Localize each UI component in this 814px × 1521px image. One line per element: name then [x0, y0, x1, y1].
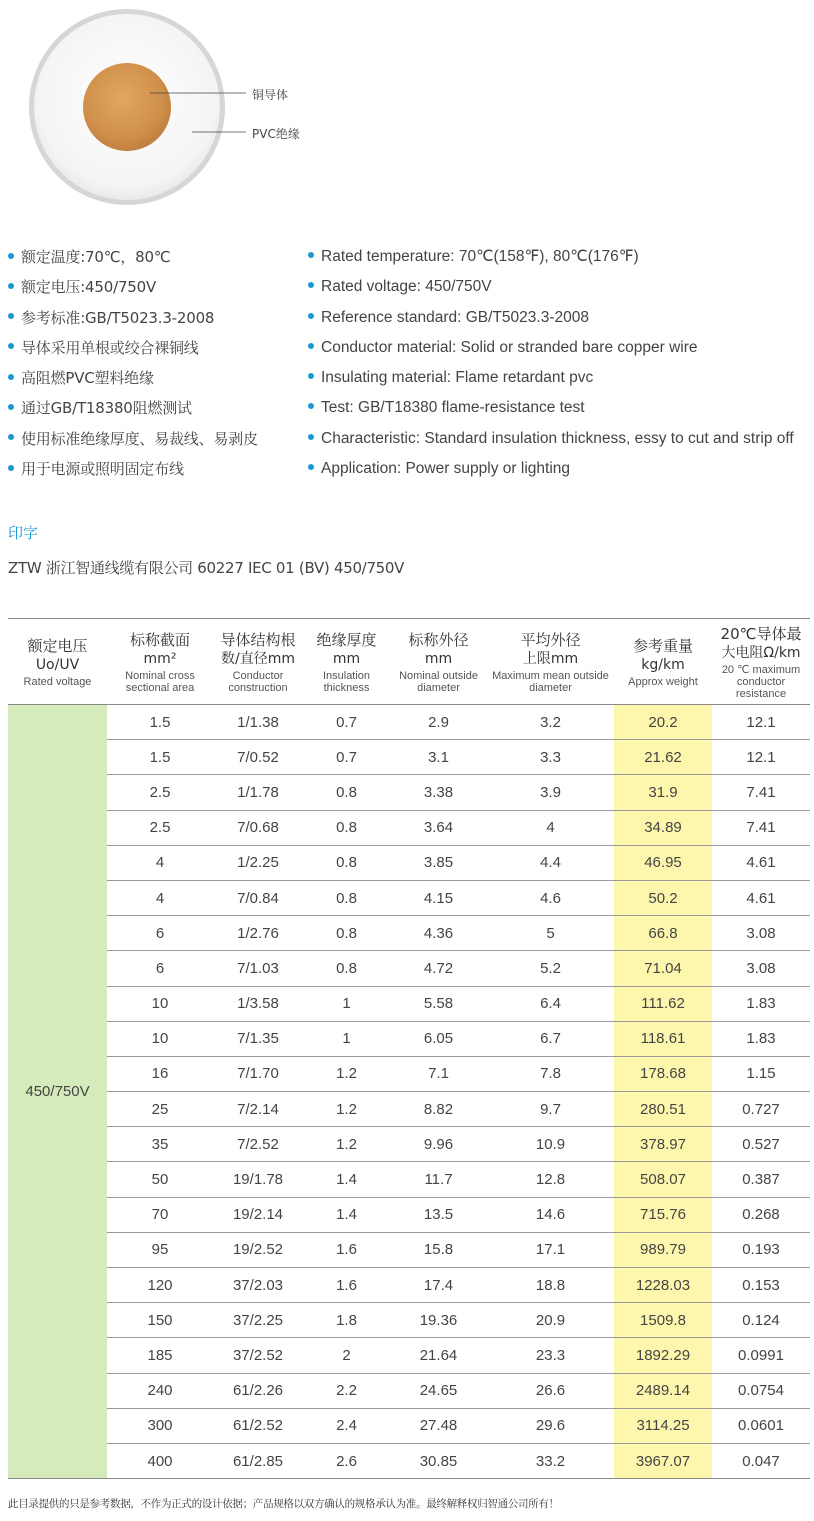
- weight-cell: 71.04: [614, 951, 712, 986]
- table-cell: 2.5: [107, 810, 213, 845]
- table-cell: 1/1.38: [213, 705, 303, 740]
- table-cell: 15.8: [390, 1232, 487, 1267]
- table-cell: 4.6: [487, 880, 614, 915]
- table-cell: 23.3: [487, 1338, 614, 1373]
- table-cell: 4.15: [390, 880, 487, 915]
- column-header-en: 20 ℃ maximum conductor resistance: [721, 663, 801, 700]
- table-cell: 4: [487, 810, 614, 845]
- column-header-cn: 平均外径: [520, 630, 581, 649]
- weight-cell: 66.8: [614, 916, 712, 951]
- table-cell: 1/1.78: [213, 775, 303, 810]
- table-cell: 10: [107, 986, 213, 1021]
- table-cell: 12.1: [712, 740, 810, 775]
- table-cell: 0.7: [303, 740, 390, 775]
- table-cell: 26.6: [487, 1373, 614, 1408]
- bullet-dot-icon: [308, 464, 314, 470]
- table-cell: 3.2: [487, 705, 614, 740]
- column-header-unit: mm: [424, 650, 453, 667]
- table-cell: 0.387: [712, 1162, 810, 1197]
- table-cell: 2.9: [390, 705, 487, 740]
- print-section-title: 印字: [8, 524, 39, 542]
- column-header-cn: 20℃导体最: [720, 624, 802, 643]
- weight-cell: 508.07: [614, 1162, 712, 1197]
- table-cell: 6.7: [487, 1021, 614, 1056]
- table-cell: 2.2: [303, 1373, 390, 1408]
- weight-cell: 111.62: [614, 986, 712, 1021]
- spec-item-cn: [8, 456, 258, 486]
- table-cell: 50: [107, 1162, 213, 1197]
- table-cell: 3.08: [712, 916, 810, 951]
- table-cell: 0.0601: [712, 1408, 810, 1443]
- table-cell: 0.193: [712, 1232, 810, 1267]
- table-cell: 0.8: [303, 951, 390, 986]
- table-cell: 19/2.14: [213, 1197, 303, 1232]
- table-cell: 33.2: [487, 1443, 614, 1478]
- table-cell: 7/1.35: [213, 1021, 303, 1056]
- bullet-dot-icon: [308, 252, 314, 258]
- table-cell: 0.0754: [712, 1373, 810, 1408]
- table-row: [8, 880, 810, 915]
- table-cell: 37/2.25: [213, 1303, 303, 1338]
- bullet-dot-icon: [308, 282, 314, 288]
- table-cell: 6: [107, 951, 213, 986]
- cable-cross-section: [0, 0, 814, 220]
- table-cell: 7/0.84: [213, 880, 303, 915]
- table-cell: 7.41: [712, 810, 810, 845]
- spec-text: Characteristic: Standard insulation thickness, essy to cut and strip off: [321, 429, 794, 447]
- table-cell: 3.3: [487, 740, 614, 775]
- table-cell: 185: [107, 1338, 213, 1373]
- weight-cell: 3114.25: [614, 1408, 712, 1443]
- table-cell: 1.4: [303, 1197, 390, 1232]
- table-cell: 10.9: [487, 1127, 614, 1162]
- table-cell: 0.8: [303, 810, 390, 845]
- weight-cell: 118.61: [614, 1021, 712, 1056]
- table-cell: 5.58: [390, 986, 487, 1021]
- weight-cell: 2489.14: [614, 1373, 712, 1408]
- table-cell: 3.38: [390, 775, 487, 810]
- weight-cell: 21.62: [614, 740, 712, 775]
- bullet-dot-icon: [8, 283, 14, 289]
- column-header-unit: Uo/UV: [35, 656, 80, 673]
- spec-item-cn: [8, 395, 258, 425]
- spec-text: 高阻燃PVC塑料绝缘: [21, 369, 154, 388]
- bullet-dot-icon: [8, 374, 14, 380]
- table-cell: 61/2.85: [213, 1443, 303, 1478]
- weight-cell: 1509.8: [614, 1303, 712, 1338]
- table-cell: 7/2.52: [213, 1127, 303, 1162]
- table-cell: 4.61: [712, 845, 810, 880]
- weight-cell: 989.79: [614, 1232, 712, 1267]
- bullet-dot-icon: [8, 434, 14, 440]
- table-cell: 29.6: [487, 1408, 614, 1443]
- table-cell: 300: [107, 1408, 213, 1443]
- column-header-cn: 参考重量: [632, 636, 693, 655]
- spec-item-cn: [8, 365, 258, 395]
- spec-text: 用于电源或照明固定布线: [21, 460, 184, 479]
- header-row: [8, 619, 810, 705]
- table-cell: 7/1.70: [213, 1056, 303, 1091]
- table-cell: 19.36: [390, 1303, 487, 1338]
- table-cell: 27.48: [390, 1408, 487, 1443]
- spec-item-cn: [8, 335, 258, 365]
- weight-cell: 34.89: [614, 810, 712, 845]
- table-cell: 7/0.68: [213, 810, 303, 845]
- table-cell: 13.5: [390, 1197, 487, 1232]
- table-cell: 1.2: [303, 1056, 390, 1091]
- table-cell: 1/2.76: [213, 916, 303, 951]
- spec-text: Rated voltage: 450/750V: [321, 278, 492, 296]
- column-header-en: Rated voltage: [23, 675, 92, 688]
- spec-table: [8, 618, 810, 1479]
- table-cell: 11.7: [390, 1162, 487, 1197]
- table-cell: 1.83: [712, 986, 810, 1021]
- table-cell: 7/1.03: [213, 951, 303, 986]
- spec-text: Rated temperature: 70℃(158℉), 80℃(176℉): [321, 248, 639, 265]
- table-row: [8, 1162, 810, 1197]
- table-cell: 2.4: [303, 1408, 390, 1443]
- spec-item-en: [308, 274, 794, 304]
- column-header: [614, 619, 712, 705]
- weight-cell: 20.2: [614, 705, 712, 740]
- column-header: [107, 619, 213, 705]
- table-row: [8, 1443, 810, 1478]
- table-cell: 1.15: [712, 1056, 810, 1091]
- table-cell: 8.82: [390, 1092, 487, 1127]
- spec-text: 额定电压:450/750V: [21, 278, 157, 297]
- column-header-unit: kg/km: [641, 656, 685, 673]
- column-header-unit: mm: [332, 650, 361, 667]
- table-cell: 0.268: [712, 1197, 810, 1232]
- bullet-dot-icon: [8, 313, 14, 319]
- weight-cell: 46.95: [614, 845, 712, 880]
- table-cell: 1.2: [303, 1127, 390, 1162]
- table-cell: 0.8: [303, 775, 390, 810]
- spec-text: Insulating material: Flame retardant pvc: [321, 369, 594, 387]
- bullet-dot-icon: [308, 434, 314, 440]
- table-cell: 0.527: [712, 1127, 810, 1162]
- conductor-callout: 铜导体: [252, 88, 289, 102]
- column-header-unit: 数/直径mm: [221, 650, 295, 667]
- column-header: [213, 619, 303, 705]
- table-cell: 17.1: [487, 1232, 614, 1267]
- table-cell: 150: [107, 1303, 213, 1338]
- spec-text: 导体采用单根或绞合裸铜线: [21, 338, 199, 357]
- spec-item-en: [308, 335, 794, 365]
- table-cell: 0.047: [712, 1443, 810, 1478]
- column-header: [8, 619, 107, 705]
- table-row: [8, 1303, 810, 1338]
- spec-item-en: [308, 365, 794, 395]
- table-row: [8, 1127, 810, 1162]
- weight-cell: 178.68: [614, 1056, 712, 1091]
- weight-cell: 715.76: [614, 1197, 712, 1232]
- table-row: [8, 1373, 810, 1408]
- spec-item-en: [308, 456, 794, 486]
- table-cell: 7.8: [487, 1056, 614, 1091]
- print-marking-text: ZTW 浙江智通线缆有限公司 60227 IEC 01 (BV) 450/750V: [8, 559, 405, 577]
- table-row: [8, 1408, 810, 1443]
- table-cell: 2: [303, 1338, 390, 1373]
- column-header: [712, 619, 810, 705]
- table-cell: 0.124: [712, 1303, 810, 1338]
- spec-item-en: [308, 305, 794, 335]
- table-cell: 9.96: [390, 1127, 487, 1162]
- table-cell: 3.9: [487, 775, 614, 810]
- spec-text: Reference standard: GB/T5023.3-2008: [321, 308, 589, 326]
- bullet-dot-icon: [8, 343, 14, 349]
- spec-text: 通过GB/T18380阻燃测试: [21, 399, 192, 418]
- spec-text: Application: Power supply or lighting: [321, 460, 570, 478]
- spec-item-en: [308, 395, 794, 425]
- column-header-en: Conductor construction: [228, 669, 288, 694]
- table-cell: 7/2.14: [213, 1092, 303, 1127]
- table-cell: 12.1: [712, 705, 810, 740]
- table-cell: 1.83: [712, 1021, 810, 1056]
- spec-list-en: [308, 244, 794, 486]
- table-cell: 19/2.52: [213, 1232, 303, 1267]
- table-cell: 14.6: [487, 1197, 614, 1232]
- spec-table-header: [8, 619, 810, 705]
- table-cell: 7/0.52: [213, 740, 303, 775]
- copper-conductor: [83, 63, 171, 151]
- column-header-en: Nominal outside diameter: [399, 669, 478, 694]
- table-row: [8, 775, 810, 810]
- weight-cell: 378.97: [614, 1127, 712, 1162]
- table-cell: 9.7: [487, 1092, 614, 1127]
- table-cell: 6: [107, 916, 213, 951]
- table-cell: 4.72: [390, 951, 487, 986]
- table-row: [8, 1197, 810, 1232]
- table-cell: 1.4: [303, 1162, 390, 1197]
- table-cell: 25: [107, 1092, 213, 1127]
- table-cell: 5: [487, 916, 614, 951]
- column-header-cn: 绝缘厚度: [316, 630, 377, 649]
- table-cell: 1.8: [303, 1303, 390, 1338]
- disclaimer-footnote: 此目录提供的只是参考数据，不作为正式的设计依据；产品规格以双方确认的规格承认为准。最终解释权归智通公司所有！: [8, 1498, 559, 1510]
- table-cell: 20.9: [487, 1303, 614, 1338]
- column-header-cn: 额定电压: [27, 636, 88, 655]
- table-cell: 0.727: [712, 1092, 810, 1127]
- table-cell: 0.8: [303, 880, 390, 915]
- table-cell: 18.8: [487, 1268, 614, 1303]
- table-cell: 61/2.26: [213, 1373, 303, 1408]
- weight-cell: 1228.03: [614, 1268, 712, 1303]
- spec-list-cn: [8, 244, 258, 486]
- insulation-callout: PVC绝缘: [252, 127, 300, 141]
- spec-text: 使用标准绝缘厚度、易裁线、易剥皮: [21, 429, 258, 448]
- table-cell: 1.5: [107, 705, 213, 740]
- column-header-en: Insulation thickness: [322, 669, 371, 694]
- table-cell: 1/2.25: [213, 845, 303, 880]
- column-header-unit: 大电阻Ω/km: [721, 644, 801, 661]
- spec-text: Conductor material: Solid or stranded bare copper wire: [321, 338, 698, 356]
- table-cell: 3.1: [390, 740, 487, 775]
- table-cell: 2.5: [107, 775, 213, 810]
- bullet-dot-icon: [308, 313, 314, 319]
- table-row: [8, 1338, 810, 1373]
- spec-item-cn: [8, 426, 258, 456]
- table-cell: 24.65: [390, 1373, 487, 1408]
- weight-cell: 280.51: [614, 1092, 712, 1127]
- weight-cell: 50.2: [614, 880, 712, 915]
- table-cell: 4.36: [390, 916, 487, 951]
- table-cell: 0.0991: [712, 1338, 810, 1373]
- column-header: [303, 619, 390, 705]
- bullet-dot-icon: [8, 465, 14, 471]
- table-cell: 1.6: [303, 1268, 390, 1303]
- table-cell: 3.85: [390, 845, 487, 880]
- table-cell: 4.4: [487, 845, 614, 880]
- spec-item-cn: [8, 244, 258, 274]
- table-cell: 0.153: [712, 1268, 810, 1303]
- table-cell: 37/2.52: [213, 1338, 303, 1373]
- table-row: [8, 1056, 810, 1091]
- table-cell: 0.8: [303, 845, 390, 880]
- table-cell: 19/1.78: [213, 1162, 303, 1197]
- table-row: [8, 1092, 810, 1127]
- table-cell: 1.5: [107, 740, 213, 775]
- spec-text: Test: GB/T18380 flame-resistance test: [321, 399, 585, 417]
- table-cell: 1.6: [303, 1232, 390, 1267]
- bullet-dot-icon: [8, 253, 14, 259]
- table-cell: 0.8: [303, 916, 390, 951]
- spec-item-en: [308, 426, 794, 456]
- cable-diagram-svg: [0, 0, 814, 220]
- table-row: [8, 916, 810, 951]
- table-cell: 1.2: [303, 1092, 390, 1127]
- bullet-dot-icon: [308, 343, 314, 349]
- table-cell: 61/2.52: [213, 1408, 303, 1443]
- column-header-unit: 上限mm: [522, 650, 579, 667]
- spec-table-body: [8, 705, 810, 1479]
- table-cell: 7.41: [712, 775, 810, 810]
- table-cell: 5.2: [487, 951, 614, 986]
- table-cell: 3.08: [712, 951, 810, 986]
- table-row: [8, 845, 810, 880]
- weight-cell: 3967.07: [614, 1443, 712, 1478]
- column-header-unit: mm²: [143, 650, 177, 667]
- table-cell: 3.64: [390, 810, 487, 845]
- table-cell: 120: [107, 1268, 213, 1303]
- table-cell: 4: [107, 880, 213, 915]
- column-header-cn: 标称外径: [408, 630, 469, 649]
- table-cell: 400: [107, 1443, 213, 1478]
- table-cell: 12.8: [487, 1162, 614, 1197]
- table-cell: 1: [303, 1021, 390, 1056]
- weight-cell: 1892.29: [614, 1338, 712, 1373]
- table-row: [8, 1021, 810, 1056]
- spec-text: 额定温度:70℃，80℃: [21, 248, 171, 266]
- spec-text: 参考标准:GB/T5023.3-2008: [21, 308, 215, 327]
- rated-voltage-cell: 450/750V: [8, 705, 107, 1479]
- table-cell: 10: [107, 1021, 213, 1056]
- spec-item-cn: [8, 305, 258, 335]
- table-cell: 1/3.58: [213, 986, 303, 1021]
- table-cell: 0.7: [303, 705, 390, 740]
- table-cell: 2.6: [303, 1443, 390, 1478]
- table-row: [8, 810, 810, 845]
- column-header: [487, 619, 614, 705]
- table-cell: 17.4: [390, 1268, 487, 1303]
- table-cell: 1: [303, 986, 390, 1021]
- table-cell: 70: [107, 1197, 213, 1232]
- column-header-en: Maximum mean outside diameter: [492, 669, 609, 694]
- bullet-dot-icon: [308, 403, 314, 409]
- table-cell: 240: [107, 1373, 213, 1408]
- spec-item-en: [308, 244, 794, 274]
- table-cell: 16: [107, 1056, 213, 1091]
- table-cell: 21.64: [390, 1338, 487, 1373]
- column-header-cn: 标称截面: [129, 630, 190, 649]
- table-row: [8, 740, 810, 775]
- column-header-cn: 导体结构根: [220, 630, 296, 649]
- spec-item-cn: [8, 274, 258, 304]
- table-row: [8, 951, 810, 986]
- table-row: [8, 705, 810, 740]
- table-cell: 30.85: [390, 1443, 487, 1478]
- table-cell: 4: [107, 845, 213, 880]
- table-row: [8, 1232, 810, 1267]
- bullet-dot-icon: [308, 373, 314, 379]
- table-cell: 6.05: [390, 1021, 487, 1056]
- column-header: [390, 619, 487, 705]
- table-cell: 4.61: [712, 880, 810, 915]
- column-header-en: Approx weight: [628, 675, 698, 688]
- table-cell: 6.4: [487, 986, 614, 1021]
- table-row: [8, 986, 810, 1021]
- weight-cell: 31.9: [614, 775, 712, 810]
- table-cell: 35: [107, 1127, 213, 1162]
- table-cell: 37/2.03: [213, 1268, 303, 1303]
- bullet-dot-icon: [8, 404, 14, 410]
- table-cell: 95: [107, 1232, 213, 1267]
- table-row: [8, 1268, 810, 1303]
- table-cell: 7.1: [390, 1056, 487, 1091]
- column-header-en: Nominal cross sectional area: [125, 669, 195, 694]
